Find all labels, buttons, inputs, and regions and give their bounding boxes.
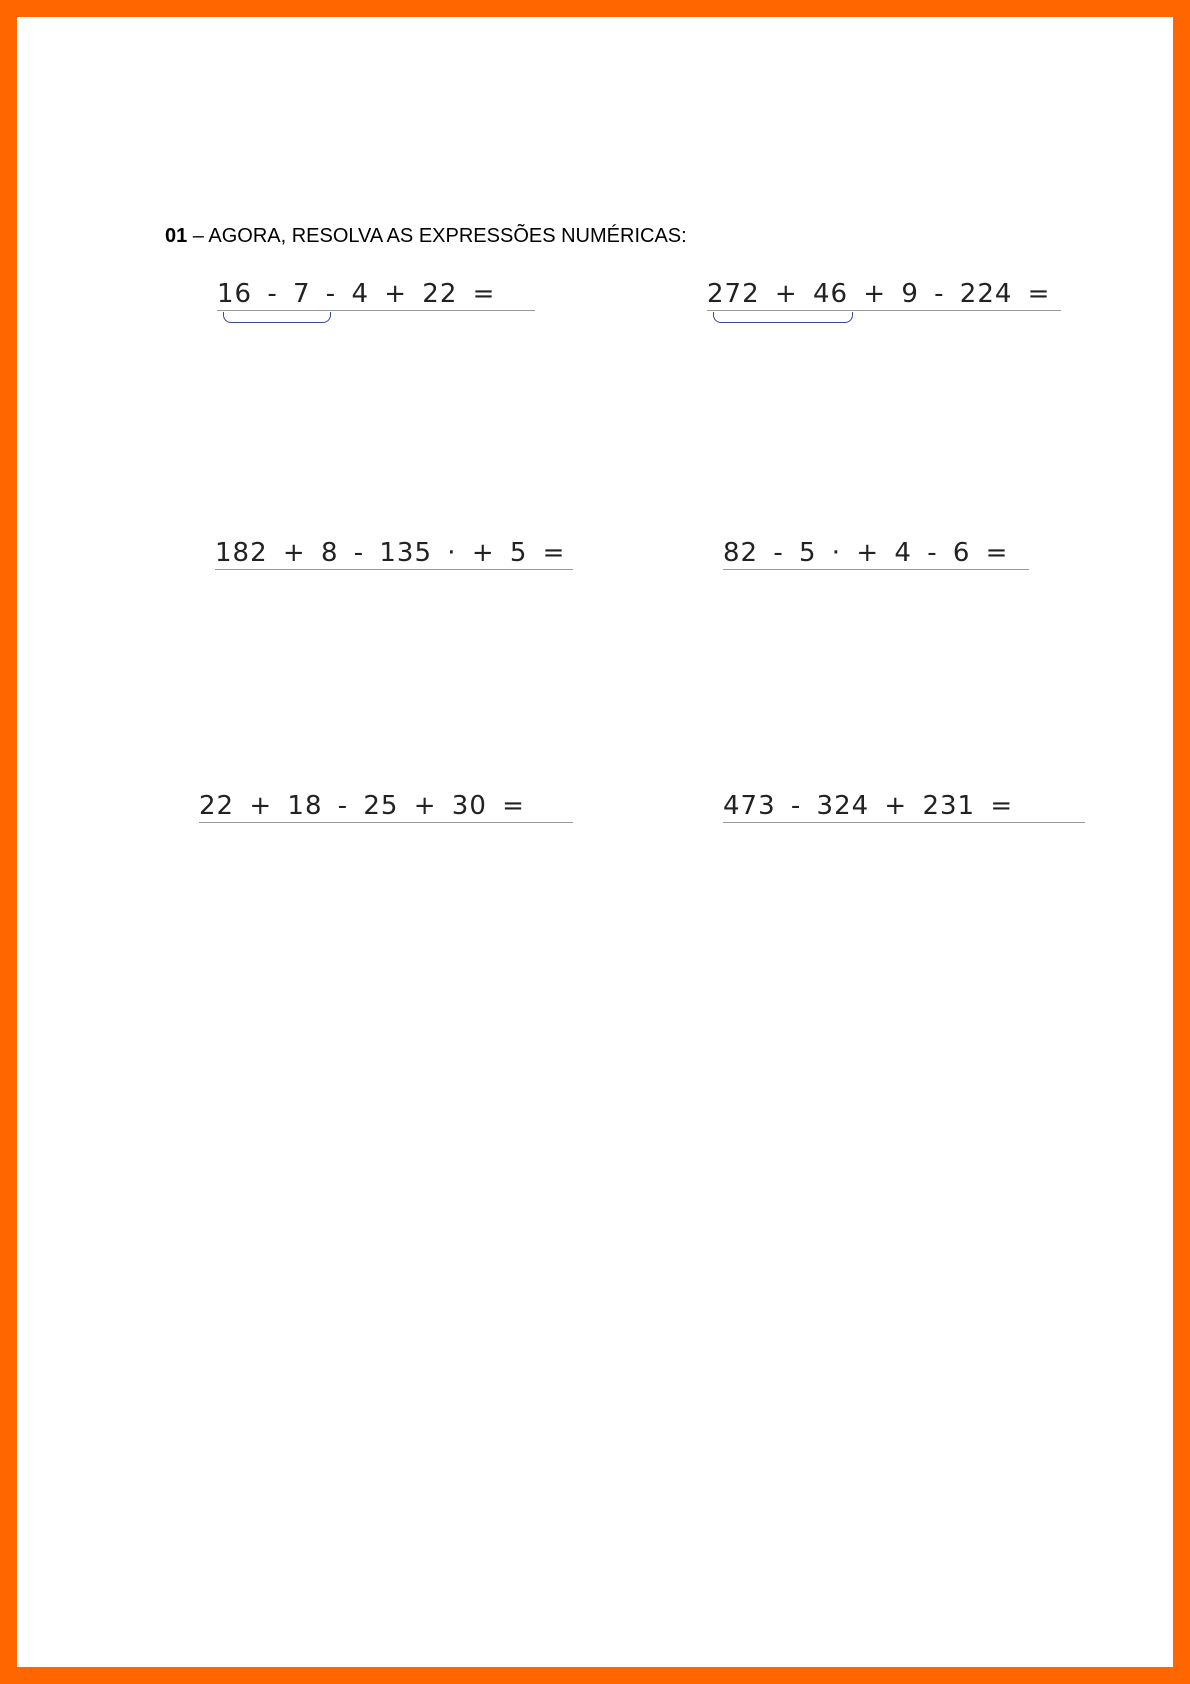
exercise-instruction	[165, 225, 687, 248]
expression-4	[723, 534, 1029, 574]
expression-3-text: 182 + 8 - 135 · + 5 =	[215, 538, 566, 568]
expression-5-text: 22 + 18 - 25 + 30 =	[199, 791, 525, 821]
expression-1-text: 16 - 7 - 4 + 22 =	[217, 279, 496, 309]
expression-2-underline	[707, 310, 1061, 311]
expression-6-underline	[723, 822, 1085, 823]
expression-1-grouping-bracket	[223, 312, 331, 323]
exercise-number: 01	[165, 225, 188, 247]
expression-1	[217, 275, 535, 315]
expression-4-underline	[723, 569, 1029, 570]
exercise-instruction-text: – AGORA, RESOLVA AS EXPRESSÕES NUMÉRICAS:	[187, 225, 687, 247]
expression-2	[707, 275, 1061, 315]
expression-2-text: 272 + 46 + 9 - 224 =	[707, 279, 1051, 309]
expression-6	[723, 787, 1085, 827]
expression-3	[215, 534, 573, 574]
expression-6-text: 473 - 324 + 231 =	[723, 791, 1014, 821]
expression-5-underline	[199, 822, 573, 823]
expression-4-text: 82 - 5 · + 4 - 6 =	[723, 538, 1009, 568]
expression-2-grouping-bracket	[713, 312, 853, 323]
expression-1-underline	[217, 310, 535, 311]
expression-3-underline	[215, 569, 573, 570]
expression-5	[199, 787, 573, 827]
